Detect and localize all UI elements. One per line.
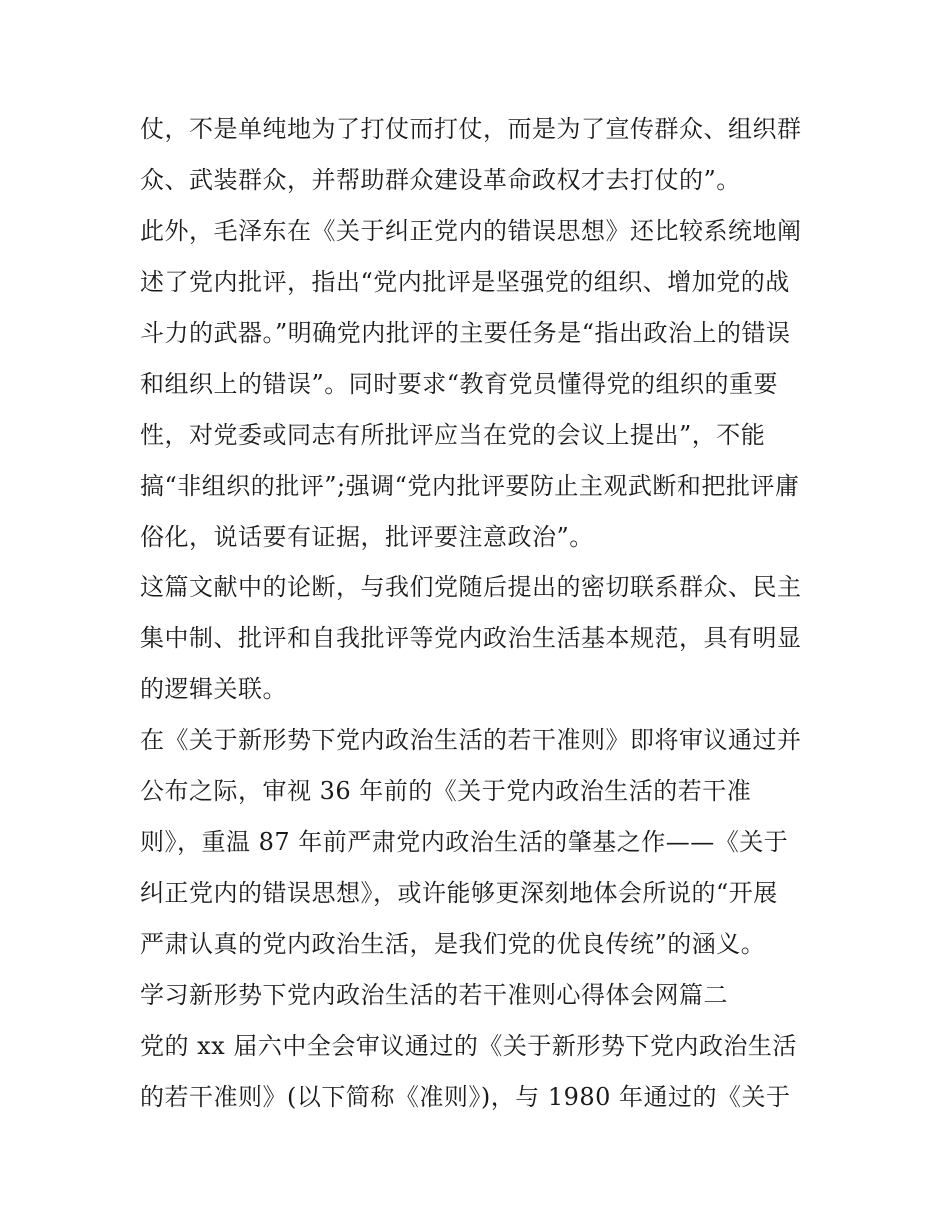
text-line: 俗化，说话要有证据，批评要注意政治”。 [140,523,594,551]
text-line: 的若干准则》(以下简称《准则》)，与 1980 年通过的《关于 [140,1083,791,1111]
text-line: 的逻辑关联。 [140,675,287,703]
text-line: 这篇文献中的论断，与我们党随后提出的密切联系群众、民主 [140,573,802,601]
text-line: 党的 xx 届六中全会审议通过的《关于新形势下党内政治生活 [140,1032,797,1060]
text-line: 严肃认真的党内政治生活，是我们党的优良传统”的涵义。 [140,930,766,958]
text-line: 纠正党内的错误思想》，或许能够更深刻地体会所说的“开展 [140,879,778,907]
text-line: 在《关于新形势下党内政治生活的若干准则》即将审议通过并 [140,726,802,754]
text-line: 搞“非组织的批评”;强调“党内批评要防止主观武断和把批评庸 [140,472,800,500]
text-line: 众、武装群众，并帮助群众建设革命政权才去打仗的”。 [140,166,741,194]
section-heading: 学习新形势下党内政治生活的若干准则心得体会网篇二 [140,981,728,1009]
text-line: 此外，毛泽东在《关于纠正党内的错误思想》还比较系统地阐 [140,217,802,245]
text-line: 则》，重温 87 年前严肃党内政治生活的肇基之作——《关于 [140,828,789,856]
text-line: 仗，不是单纯地为了打仗而打仗，而是为了宣传群众、组织群 [140,115,802,143]
text-line: 斗力的武器。”明确党内批评的主要任务是“指出政治上的错误 [140,319,791,347]
text-line: 公布之际，审视 36 年前的《关于党内政治生活的若干准 [140,777,752,805]
text-line: 集中制、批评和自我批评等党内政治生活基本规范，具有明显 [140,624,802,652]
text-line: 和组织上的错误”。同时要求“教育党员懂得党的组织的重要 [140,370,779,398]
text-line: 述了党内批评，指出“党内批评是坚强党的组织、增加党的战 [140,268,790,296]
text-line: 性，对党委或同志有所批评应当在党的会议上提出”，不能 [140,421,766,449]
